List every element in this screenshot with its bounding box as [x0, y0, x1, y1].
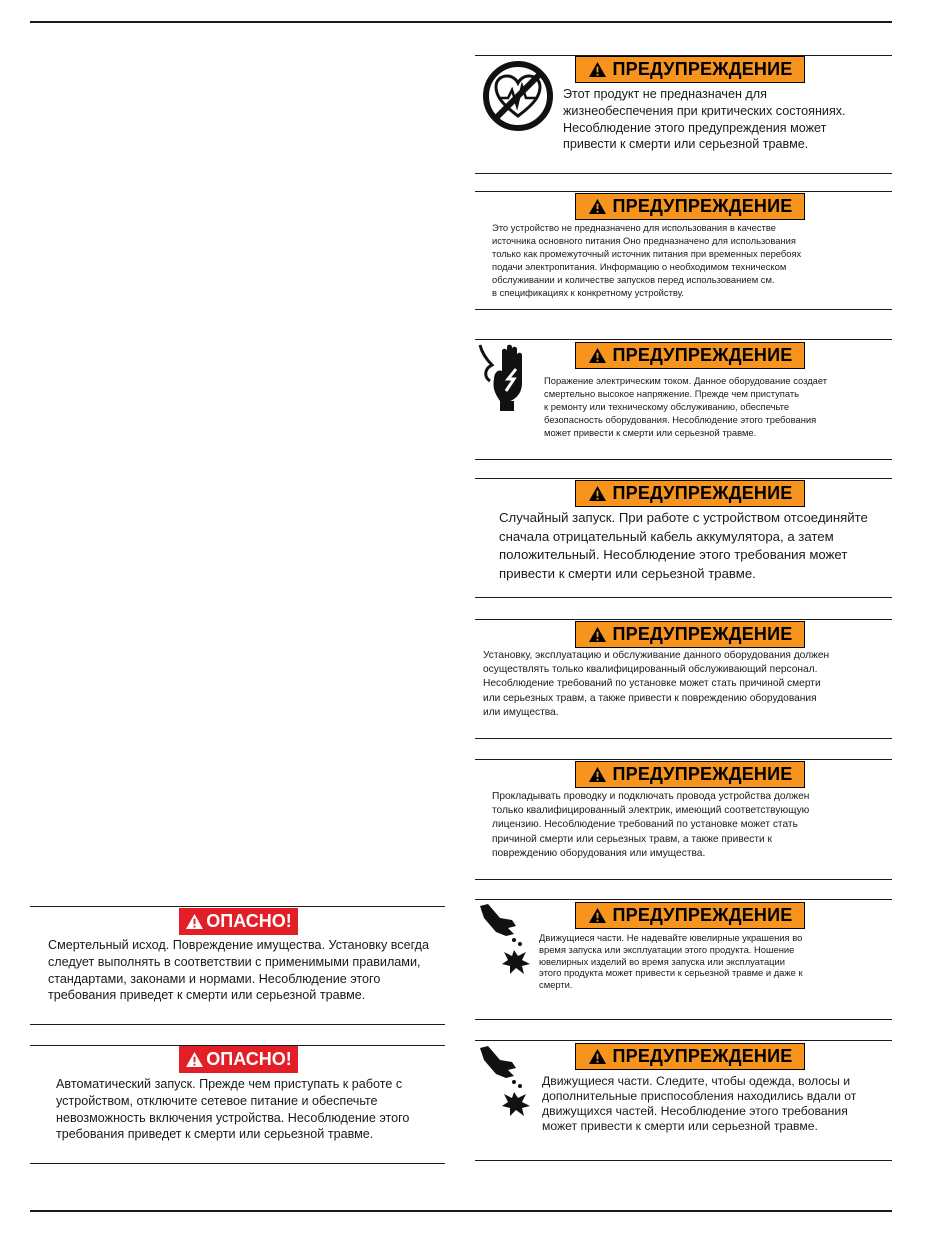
danger-2-text: Автоматический запуск. Прежде чем приступать к работе с устройством, отключите сетевое питание и обеспечьте невозможность включения устройства. Несоблюдение этого требования приведет к смерти или серьезной травме.: [56, 1077, 410, 1142]
warning-5-top-rule: [475, 619, 892, 620]
danger-2-label: ОПАСНО!: [206, 1049, 292, 1069]
warning-3-badge: [575, 342, 805, 369]
danger-triangle-icon: [185, 913, 204, 930]
danger-1-text: Смертельный исход. Повреждение имущества. Установку всегда следует выполнять в соответствии с применимыми правилами, стандартами, законами и нормами. Несоблюдение этого требования приведет к смерти или серьезной травме.: [48, 938, 429, 1003]
danger-1-bottom-rule: [30, 1024, 445, 1025]
warning-1-label: ПРЕДУПРЕЖДЕНИЕ: [612, 59, 793, 79]
warning-4-bottom-rule: [475, 597, 892, 598]
warning-8-text: Движущиеся части. Следите, чтобы одежда, волосы и дополнительные приспособления находились вдали от движущихся частей. Несоблюдение этого требования может привести к смерти или серьезной травме.: [542, 1074, 857, 1133]
warning-8-badge: [575, 1043, 805, 1070]
warning-triangle-icon: [588, 766, 607, 783]
warning-5-badge: [575, 621, 805, 648]
warning-6-top-rule: [475, 759, 892, 760]
warning-2-badge: [575, 193, 805, 220]
warning-4-text: Случайный запуск. При работе с устройством отсоединяйте сначала отрицательный кабель аккумулятора, а затем положительный. Несоблюдение этого требования может привести к смерти или серьезной травме.: [499, 510, 868, 581]
warning-8-label: ПРЕДУПРЕЖДЕНИЕ: [612, 1046, 793, 1066]
moving-parts-hand-icon: [478, 1044, 540, 1116]
warning-1-text: Этот продукт не предназначен для жизнеобеспечения при критических состояниях. Несоблюдение этого предупреждения может привести к смерти или серьезной травме.: [563, 87, 846, 152]
warning-7-badge: [575, 902, 805, 929]
warning-6-badge: [575, 761, 805, 788]
warning-triangle-icon: [588, 907, 607, 924]
warning-5-label: ПРЕДУПРЕЖДЕНИЕ: [612, 624, 793, 644]
warning-6-label: ПРЕДУПРЕЖДЕНИЕ: [612, 764, 793, 784]
warning-8-bottom-rule: [475, 1160, 892, 1161]
warning-5-text: Установку, эксплуатацию и обслуживание данного оборудования должен осуществлять только квалифицированный обслуживающий персонал. Несоблюдение требований по установке может стать причиной смерти или серьезных травм, а также привести к повреждению оборудования или имущества.: [483, 650, 830, 718]
warning-3-text: Поражение электрическим током. Данное оборудование создает смертельно высокое напряжение. Прежде чем приступать к ремонту или техническому обслуживанию, обеспечьте безопасность оборудования. Несоблюдение этого требования может привести к смерти или серьезной травме.: [544, 375, 828, 438]
warning-7-label: ПРЕДУПРЕЖДЕНИЕ: [612, 905, 793, 925]
warning-2-text: Это устройство не предназначено для использования в качестве источника основного питания Оно предназначено для использования только как промежуточный источник питания при временных перебоях подачи электропитания. Информацию о необходимом техническом обслуживании и количестве запусков перед использованием см. в спецификациях к конкретному устройству.: [492, 222, 802, 298]
warning-4-label: ПРЕДУПРЕЖДЕНИЕ: [612, 483, 793, 503]
moving-parts-hand-icon: [478, 902, 540, 974]
warning-triangle-icon: [588, 347, 607, 364]
warning-triangle-icon: [588, 61, 607, 78]
warning-2-top-rule: [475, 191, 892, 192]
danger-2-badge: [179, 1046, 298, 1073]
warning-4-badge: [575, 480, 805, 507]
warning-7-top-rule: [475, 899, 892, 900]
warning-8-top-rule: [475, 1040, 892, 1041]
warning-4-top-rule: [475, 478, 892, 479]
warning-2-label: ПРЕДУПРЕЖДЕНИЕ: [612, 196, 793, 216]
warning-6-bottom-rule: [475, 879, 892, 880]
warning-5-bottom-rule: [475, 738, 892, 739]
warning-7-bottom-rule: [475, 1019, 892, 1020]
electric-shock-hand-icon: [476, 343, 536, 413]
top-rule: [30, 21, 892, 23]
warning-7-text: Движущиеся части. Не надевайте ювелирные украшения во время запуска или эксплуатации этого продукта. Ношение ювелирных изделий во время запуска или эксплуатации этого продукта может привести к серьезной травме и даже к смерти.: [539, 932, 803, 991]
warning-3-top-rule: [475, 339, 892, 340]
warning-triangle-icon: [588, 198, 607, 215]
danger-triangle-icon: [185, 1051, 204, 1068]
warning-6-text: Прокладывать проводку и подключать провода устройства должен только квалифицированный электрик, имеющий соответствующую лицензию. Несоблюдение требований по установке может стать причиной смерти или серьезных травм, а также привести к повреждению оборудования или имущества.: [492, 791, 810, 859]
no-life-support-icon: [482, 60, 554, 132]
warning-3-bottom-rule: [475, 459, 892, 460]
warning-3-label: ПРЕДУПРЕЖДЕНИЕ: [612, 345, 793, 365]
warning-triangle-icon: [588, 1048, 607, 1065]
danger-2-bottom-rule: [30, 1163, 445, 1164]
danger-1-label: ОПАСНО!: [206, 911, 292, 931]
danger-1-top-rule: [30, 906, 445, 907]
danger-1-badge: [179, 908, 298, 935]
warning-1-bottom-rule: [475, 173, 892, 174]
warning-1-badge: [575, 56, 805, 83]
warning-triangle-icon: [588, 485, 607, 502]
warning-2-bottom-rule: [475, 309, 892, 310]
bottom-rule: [30, 1210, 892, 1212]
warning-triangle-icon: [588, 626, 607, 643]
